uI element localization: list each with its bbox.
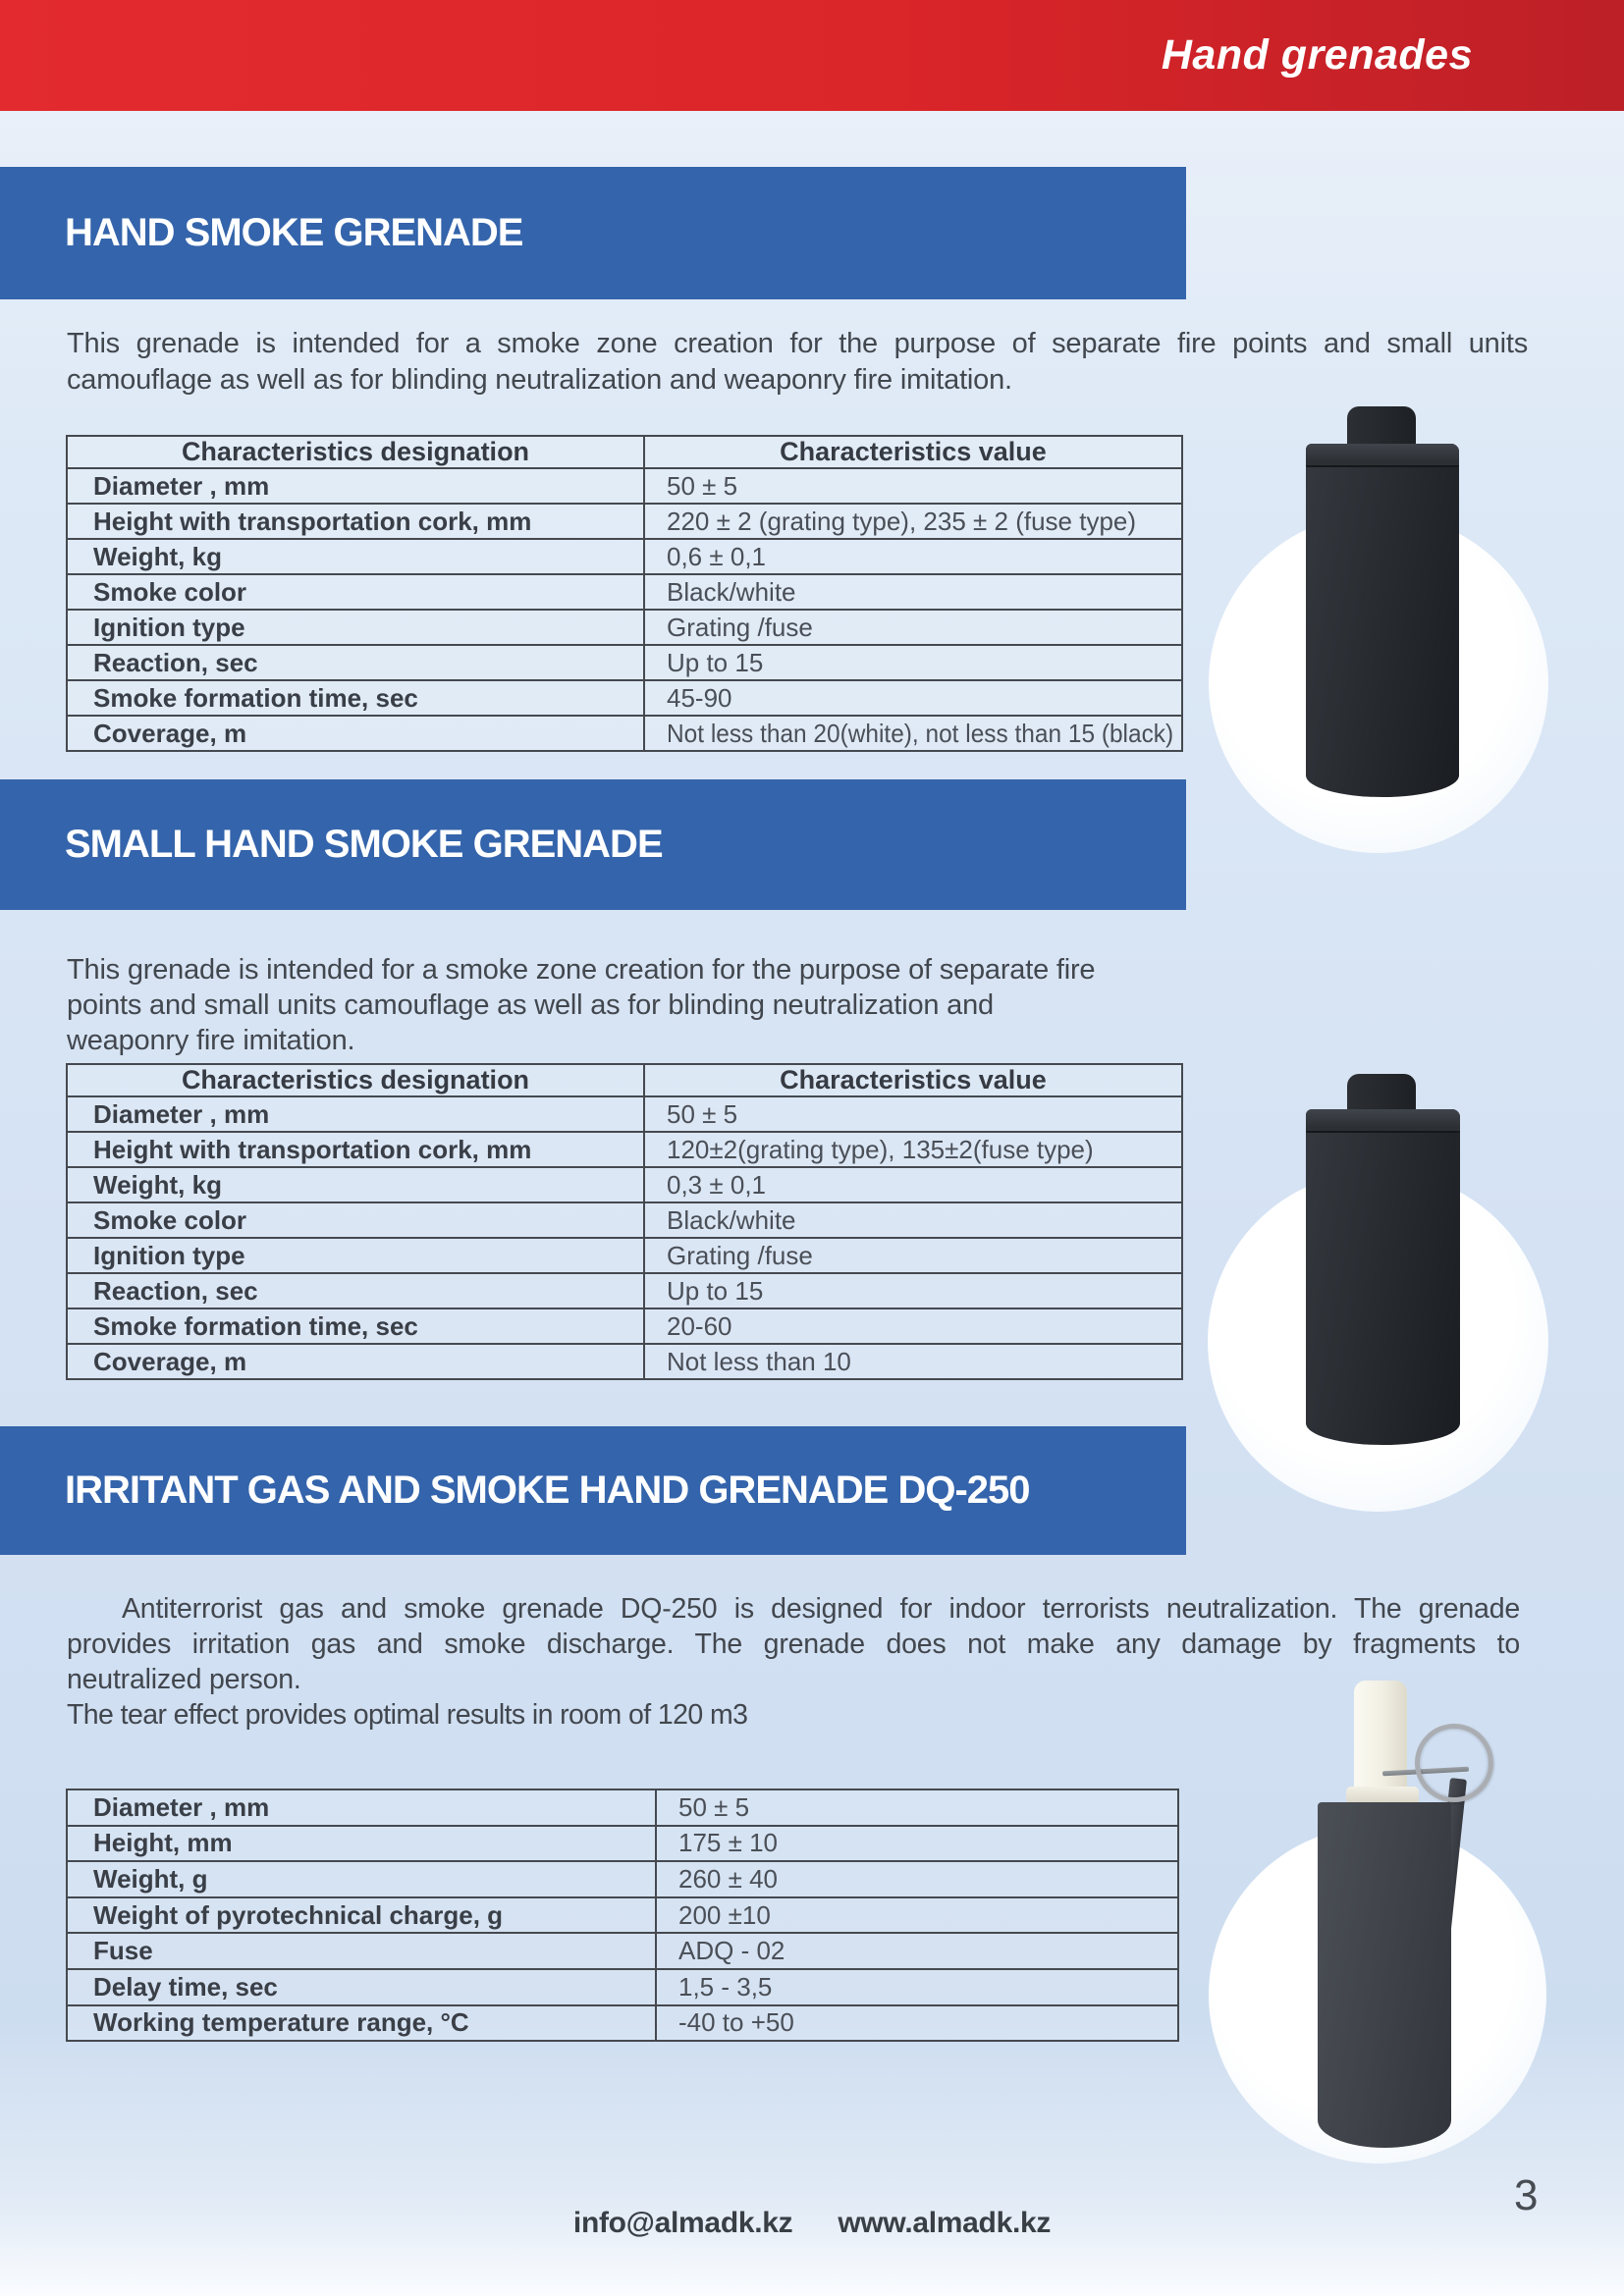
characteristic-value-cell: 20-60 — [644, 1308, 1182, 1344]
section-1-description — [67, 326, 1528, 399]
characteristic-value-cell: Not less than 20(white), not less than 15 (black) — [644, 716, 1182, 751]
characteristic-value-cell: Grating /fuse — [644, 1238, 1182, 1273]
description-line: Antiterrorist gas and smoke grenade DQ-250 is designed for indoor terrorists neutralization. The grenade — [122, 1593, 1520, 1625]
grenade-cap — [1347, 406, 1416, 448]
characteristic-value-cell: Up to 15 — [644, 1273, 1182, 1308]
description-line: provides irritation gas and smoke discharge. The grenade does not make any damage by fragments to — [67, 1629, 1520, 1660]
table-row — [67, 1273, 1182, 1308]
characteristic-label-cell: Weight, kg — [67, 1167, 644, 1202]
section-bar-dq250 — [0, 1426, 1186, 1555]
characteristic-value-cell: 0,3 ± 0,1 — [644, 1167, 1182, 1202]
description-line: points and small units camouflage as well as for blinding neutralization and — [67, 989, 994, 1021]
grenade-pin-ring — [1415, 1724, 1493, 1802]
characteristic-label-cell: Coverage, m — [67, 1344, 644, 1379]
characteristic-value-cell: 0,6 ± 0,1 — [644, 539, 1182, 574]
table-header-designation: Characteristics designation — [67, 436, 644, 468]
characteristic-label-cell: Ignition type — [67, 610, 644, 645]
page-header-banner — [0, 0, 1624, 111]
table-row — [67, 680, 1182, 716]
characteristic-value-cell: Not less than 10 — [644, 1344, 1182, 1379]
characteristic-label-cell: Weight, kg — [67, 539, 644, 574]
characteristic-value-cell: 50 ± 5 — [644, 1096, 1182, 1132]
hand-smoke-grenade-photo — [1306, 444, 1459, 797]
characteristic-label-cell: Weight, g — [67, 1861, 656, 1897]
characteristic-value-cell: 260 ± 40 — [656, 1861, 1178, 1897]
characteristic-value-cell: 50 ± 5 — [644, 468, 1182, 504]
section-bar-hand-smoke-grenade — [0, 167, 1186, 299]
table-row — [67, 1132, 1182, 1167]
table-row — [67, 1238, 1182, 1273]
footer-website-link[interactable]: www.almadk.kz — [838, 2207, 1052, 2239]
characteristic-label-cell: Working temperature range, °C — [67, 2005, 656, 2042]
page-footer — [0, 2207, 1624, 2240]
table-row — [67, 645, 1182, 680]
characteristic-label-cell: Diameter , mm — [67, 468, 644, 504]
characteristic-label-cell: Ignition type — [67, 1238, 644, 1273]
characteristic-value-cell: 45-90 — [644, 680, 1182, 716]
characteristic-value-cell: Grating /fuse — [644, 610, 1182, 645]
table-row — [67, 574, 1182, 610]
table-row — [67, 1096, 1182, 1132]
description-line: This grenade is intended for a smoke zone creation for the purpose of separate fire — [67, 954, 1096, 986]
characteristic-value-cell: 120±2(grating type), 135±2(fuse type) — [644, 1132, 1182, 1167]
characteristic-label-cell: Weight of pyrotechnical charge, g — [67, 1897, 656, 1934]
characteristic-label-cell: Smoke color — [67, 1202, 644, 1238]
table-row — [67, 1167, 1182, 1202]
description-line: This grenade is intended for a smoke zone creation for the purpose of separate fire points and small units — [67, 328, 1528, 359]
characteristic-label-cell: Smoke color — [67, 574, 644, 610]
characteristics-table-3 — [66, 1789, 1179, 2042]
characteristic-label-cell: Delay time, sec — [67, 1969, 656, 2005]
characteristic-value-cell: 200 ±10 — [656, 1897, 1178, 1934]
small-hand-smoke-grenade-photo — [1306, 1109, 1460, 1445]
table-row — [67, 1344, 1182, 1379]
characteristic-value-cell: 175 ± 10 — [656, 1826, 1178, 1862]
characteristics-table-1 — [66, 435, 1183, 752]
characteristic-label-cell: Reaction, sec — [67, 645, 644, 680]
characteristic-value-cell: Black/white — [644, 574, 1182, 610]
table-header-value: Characteristics value — [644, 436, 1182, 468]
page-number: 3 — [1514, 2171, 1539, 2219]
table-row — [67, 2005, 1178, 2042]
table-row — [67, 1308, 1182, 1344]
tear-effect-note: The tear effect provides optimal results in room of 120 m3 — [67, 1699, 748, 1731]
table-row — [67, 468, 1182, 504]
table-row — [67, 539, 1182, 574]
characteristic-label-cell: Height, mm — [67, 1826, 656, 1862]
characteristic-label-cell: Diameter , mm — [67, 1789, 656, 1826]
table-row — [67, 716, 1182, 751]
characteristic-label-cell: Smoke formation time, sec — [67, 1308, 644, 1344]
table-row — [67, 504, 1182, 539]
table-header-designation: Characteristics designation — [67, 1064, 644, 1096]
section-title: IRRITANT GAS AND SMOKE HAND GRENADE DQ-250 — [65, 1468, 1030, 1512]
description-line: camouflage as well as for blinding neutralization and weaponry fire imitation. — [67, 364, 1012, 396]
table-row — [67, 1897, 1178, 1934]
footer-email-link[interactable]: info@almadk.kz — [572, 2207, 793, 2239]
table-header-row — [67, 436, 1182, 468]
characteristic-label-cell: Reaction, sec — [67, 1273, 644, 1308]
table-row — [67, 1861, 1178, 1897]
grenade-cap — [1347, 1074, 1416, 1113]
table-row — [67, 1969, 1178, 2005]
characteristic-value-cell: Black/white — [644, 1202, 1182, 1238]
section-title: HAND SMOKE GRENADE — [65, 211, 523, 254]
characteristic-label-cell: Smoke formation time, sec — [67, 680, 644, 716]
section-bar-small-hand-smoke-grenade — [0, 779, 1186, 910]
table-row — [67, 1202, 1182, 1238]
table-row — [67, 610, 1182, 645]
section-3-description — [67, 1591, 1520, 1733]
table-row — [67, 1789, 1178, 1826]
characteristic-value-cell: 1,5 - 3,5 — [656, 1969, 1178, 2005]
table-header-value: Characteristics value — [644, 1064, 1182, 1096]
characteristic-value-cell: 50 ± 5 — [656, 1789, 1178, 1826]
description-line: neutralized person. — [67, 1664, 301, 1695]
characteristic-label-cell: Diameter , mm — [67, 1096, 644, 1132]
characteristic-label-cell: Fuse — [67, 1933, 656, 1969]
characteristics-table-2 — [66, 1063, 1183, 1380]
section-title: SMALL HAND SMOKE GRENADE — [65, 823, 663, 866]
table-row — [67, 1826, 1178, 1862]
grenade-fuse-head — [1354, 1681, 1407, 1792]
table-row — [67, 1933, 1178, 1969]
characteristic-label-cell: Coverage, m — [67, 716, 644, 751]
description-line: weaponry fire imitation. — [67, 1025, 355, 1056]
dq250-grenade-photo — [1318, 1802, 1451, 2148]
characteristic-value-cell: Up to 15 — [644, 645, 1182, 680]
table-header-row — [67, 1064, 1182, 1096]
characteristic-label-cell: Height with transportation cork, mm — [67, 1132, 644, 1167]
characteristic-label-cell: Height with transportation cork, mm — [67, 504, 644, 539]
page-header-title: Hand grenades — [1161, 31, 1473, 79]
characteristic-value-cell: ADQ - 02 — [656, 1933, 1178, 1969]
section-2-description — [67, 952, 1245, 1058]
characteristic-value-cell: -40 to +50 — [656, 2005, 1178, 2042]
characteristic-value-cell: 220 ± 2 (grating type), 235 ± 2 (fuse type) — [644, 504, 1182, 539]
